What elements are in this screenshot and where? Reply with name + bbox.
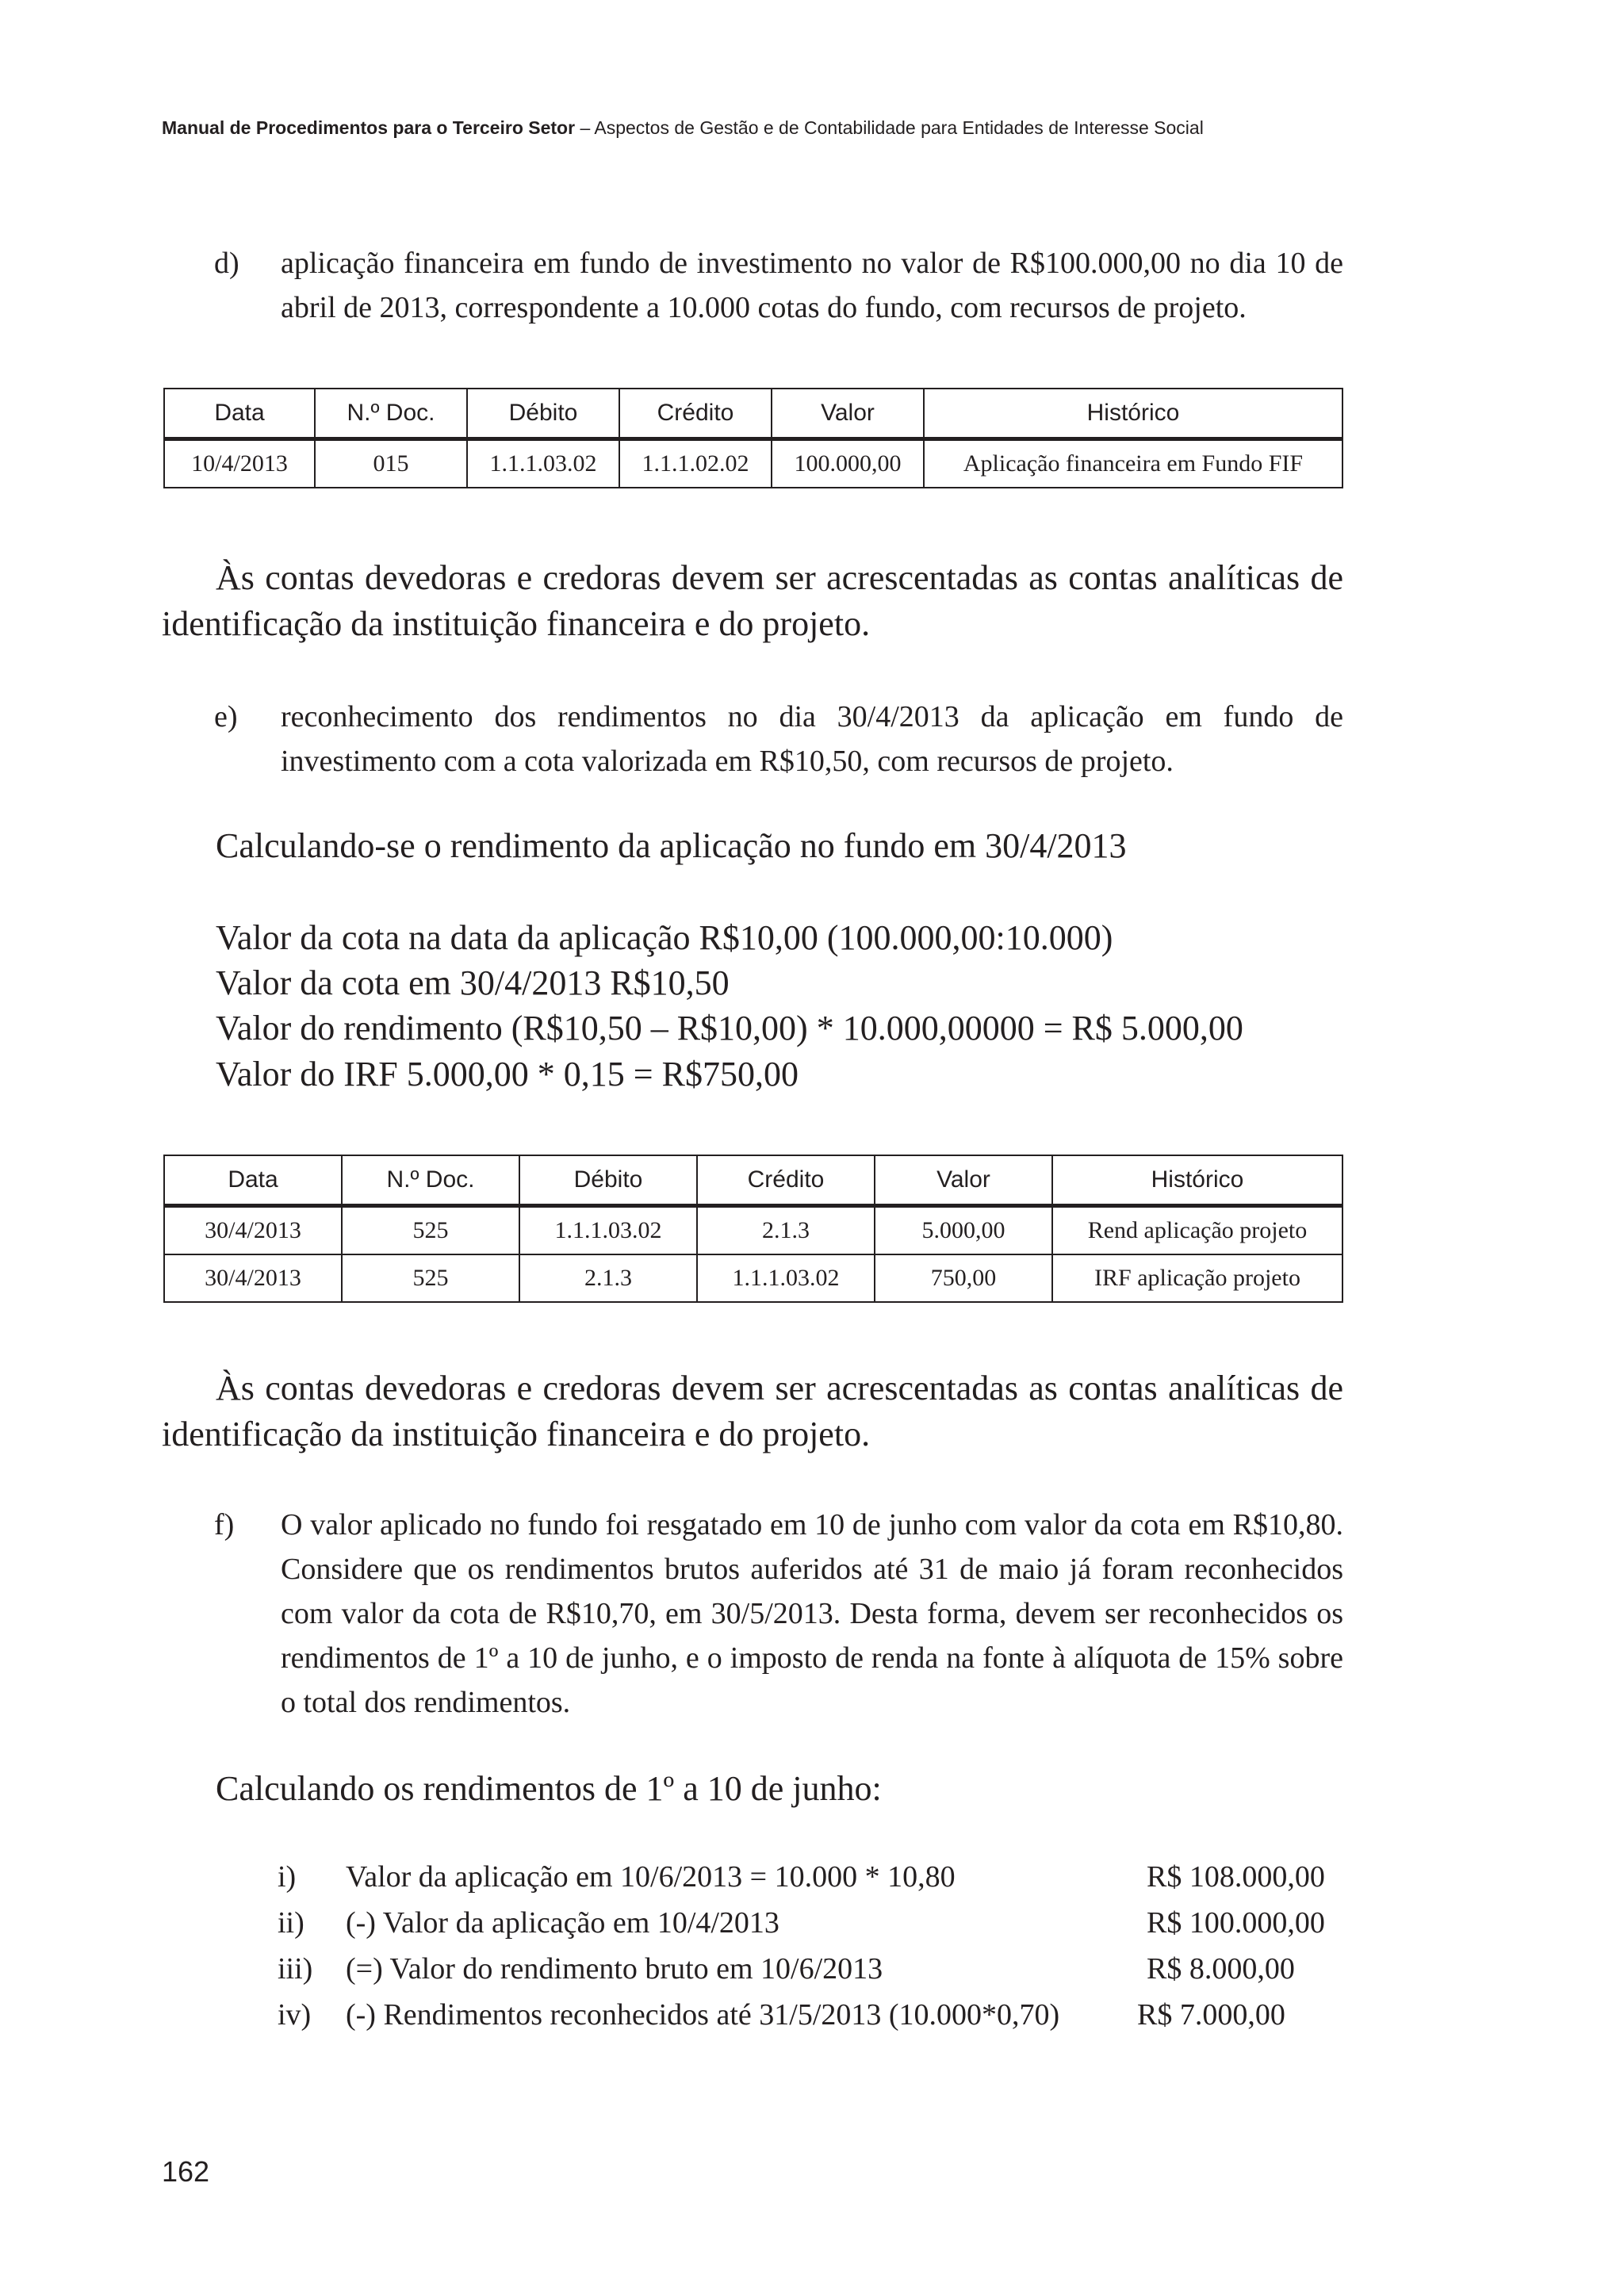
table-header-row xyxy=(164,1155,1342,1206)
calc-row-number: iii) xyxy=(278,1952,313,1986)
column-header-date: Data xyxy=(164,1155,342,1206)
list-item-e xyxy=(214,695,1343,783)
cell-debit: 1.1.1.03.02 xyxy=(519,1206,697,1255)
column-header-value: Valor xyxy=(875,1155,1052,1206)
cell-debit: 2.1.3 xyxy=(519,1254,697,1302)
cell-value: 5.000,00 xyxy=(875,1206,1052,1255)
list-marker: f) xyxy=(214,1508,235,1541)
cell-value: 100.000,00 xyxy=(772,439,924,488)
running-header-subtitle: – Aspectos de Gestão e de Contabilidade para Entidades de Interesse Social xyxy=(575,117,1204,138)
body-paragraph: Às contas devedoras e credoras devem ser acrescentadas as contas analíticas de identificação da instituição financeira e do projeto. xyxy=(162,1369,1343,1453)
column-header-date: Data xyxy=(164,389,315,439)
cell-doc: 525 xyxy=(342,1206,519,1255)
calculation-line: Valor da cota na data da aplicação R$10,00 (100.000,00:10.000) xyxy=(216,918,1113,957)
cell-credit: 2.1.3 xyxy=(697,1206,875,1255)
calc-row-amount: R$ 8.000,00 xyxy=(1147,1952,1295,1986)
page-number: 162 xyxy=(162,2155,210,2188)
calc-row-amount: R$ 7.000,00 xyxy=(1137,1998,1285,2032)
cell-date: 30/4/2013 xyxy=(164,1254,342,1302)
list-marker: d) xyxy=(214,247,239,280)
column-header-history: Histórico xyxy=(1052,1155,1342,1206)
running-header xyxy=(162,117,1204,139)
ledger-table-1 xyxy=(163,388,1343,488)
column-header-debit: Débito xyxy=(519,1155,697,1206)
calc-row-description: (-) Valor da aplicação em 10/4/2013 xyxy=(346,1906,779,1940)
column-header-doc: N.º Doc. xyxy=(315,389,467,439)
column-header-debit: Débito xyxy=(467,389,619,439)
list-marker: e) xyxy=(214,700,238,733)
calculation-line: Valor da cota em 30/4/2013 R$10,50 xyxy=(216,963,730,1002)
column-header-credit: Crédito xyxy=(619,389,772,439)
column-header-credit: Crédito xyxy=(697,1155,875,1206)
cell-date: 30/4/2013 xyxy=(164,1206,342,1255)
calc-row-description: Valor da aplicação em 10/6/2013 = 10.000 * 10,80 xyxy=(346,1860,956,1894)
calc-row-number: iv) xyxy=(278,1998,312,2032)
table-row xyxy=(164,1206,1342,1255)
list-item-text: aplicação financeira em fundo de investimento no valor de R$100.000,00 no dia 10 de abril de 2013, correspondente a 10.000 cotas do fundo, com recursos de projeto. xyxy=(281,247,1343,324)
table-row xyxy=(164,439,1342,488)
body-paragraph: Às contas devedoras e credoras devem ser acrescentadas as contas analíticas de identificação da instituição financeira e do projeto. xyxy=(162,558,1343,643)
running-header-title: Manual de Procedimentos para o Terceiro Setor xyxy=(162,117,576,138)
list-item-text: reconhecimento dos rendimentos no dia 30/4/2013 da aplicação em fundo de investimento com a cota valorizada em R$10,50, com recursos de projeto. xyxy=(281,700,1343,778)
calculation-heading: Calculando os rendimentos de 1º a 10 de junho: xyxy=(216,1769,882,1808)
calculation-heading: Calculando-se o rendimento da aplicação no fundo em 30/4/2013 xyxy=(216,826,1127,865)
cell-history: Aplicação financeira em Fundo FIF xyxy=(924,439,1342,488)
cell-credit: 1.1.1.02.02 xyxy=(619,439,772,488)
list-item-text: O valor aplicado no fundo foi resgatado em 10 de junho com valor da cota em R$10,80. Considere que os rendimentos brutos auferidos até 31 de maio já foram reconhecidos com valor da cota de R$10,70, em 30/5/2013. Desta forma, devem ser reconhecidos os rendimentos de 1º a 10 de junho, e o imposto de renda na fonte à alíquota de 15% sobre o total dos rendimentos. xyxy=(281,1508,1343,1719)
cell-history: IRF aplicação projeto xyxy=(1052,1254,1342,1302)
list-item-d xyxy=(214,241,1343,330)
column-header-value: Valor xyxy=(772,389,924,439)
calc-row-amount: R$ 108.000,00 xyxy=(1147,1860,1325,1894)
column-header-history: Histórico xyxy=(924,389,1342,439)
calc-row-number: ii) xyxy=(278,1906,304,1940)
cell-credit: 1.1.1.03.02 xyxy=(697,1254,875,1302)
cell-value: 750,00 xyxy=(875,1254,1052,1302)
cell-date: 10/4/2013 xyxy=(164,439,315,488)
calculation-line: Valor do rendimento (R$10,50 – R$10,00) * 10.000,00000 = R$ 5.000,00 xyxy=(216,1009,1243,1047)
cell-history: Rend aplicação projeto xyxy=(1052,1206,1342,1255)
calculation-line: Valor do IRF 5.000,00 * 0,15 = R$750,00 xyxy=(216,1055,799,1093)
ledger-table-2 xyxy=(163,1155,1343,1303)
column-header-doc: N.º Doc. xyxy=(342,1155,519,1206)
cell-doc: 015 xyxy=(315,439,467,488)
cell-doc: 525 xyxy=(342,1254,519,1302)
calc-row-number: i) xyxy=(278,1860,297,1894)
calc-row-amount: R$ 100.000,00 xyxy=(1147,1906,1325,1940)
table-header-row xyxy=(164,389,1342,439)
calc-row-description: (-) Rendimentos reconhecidos até 31/5/2013 (10.000*0,70) xyxy=(346,1998,1060,2032)
table-row xyxy=(164,1254,1342,1302)
list-item-f xyxy=(214,1503,1343,1725)
calc-row-description: (=) Valor do rendimento bruto em 10/6/2013 xyxy=(346,1952,883,1986)
cell-debit: 1.1.1.03.02 xyxy=(467,439,619,488)
